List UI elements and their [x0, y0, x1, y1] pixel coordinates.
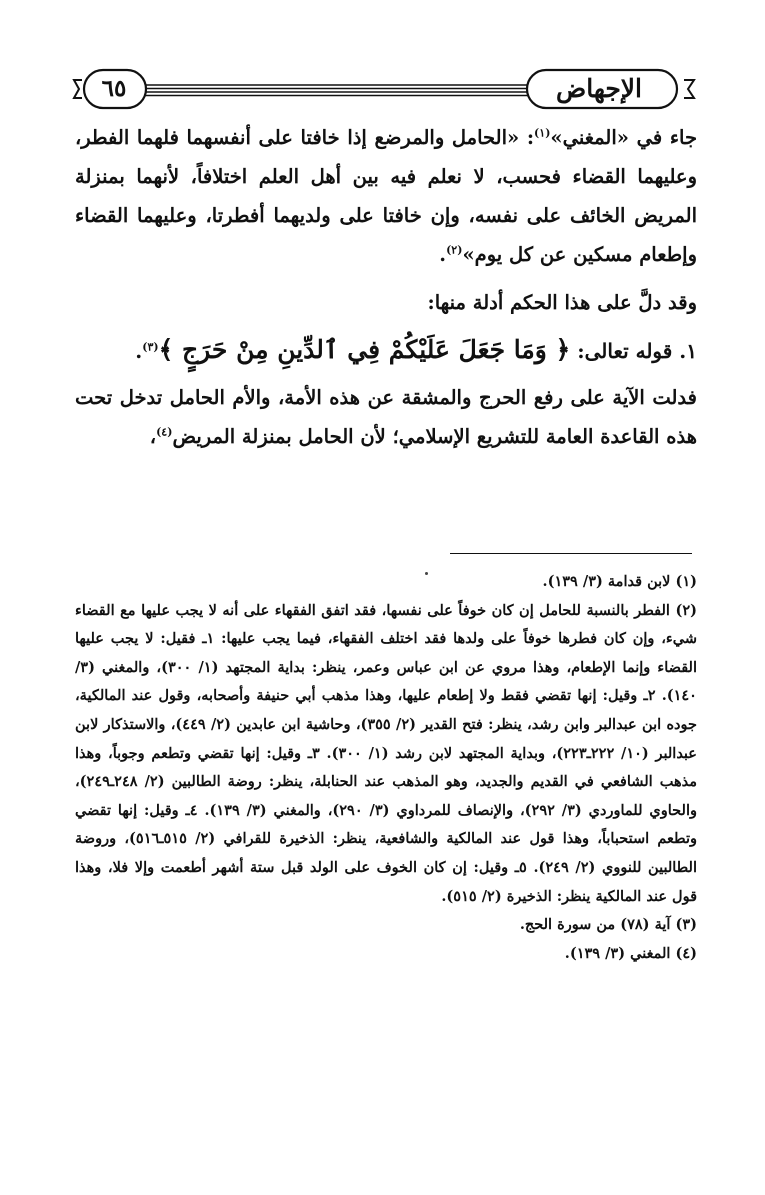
footnote-2: (٢) الفطر بالنسبة للحامل إن كان خوفاً على نفسها، فقد اتفق الفقهاء على أنه لا يجب عليها مع القضاء شيء، وإن كان فطرها خوفاً على ولدها فقد اختلف الفقهاء، فيما يجب عليها: ١ـ فقيل: لا يجب عليها القضاء وإنما الإطعام، وهذا مروي عن ابن عباس وعمر، ينظر: بداية المجتهد (١/ ٣٠٠)، والمغني (٣/ ١٤٠). ٢ـ وقيل: إنها تقضي فقط ولا إطعام عليها، وهذا مذهب أبي حنيفة وأصحابه، وقول عند المالكية، جوده ابن عبدالبر وابن رشد، ينظر: فتح القدير (٢/ ٣٥٥)، وحاشية ابن عابدين (٢/ ٤٤٩)، والاستذكار لابن عبدالبر (١٠/ ٢٢٢ـ٢٢٣)، وبداية المجتهد لابن رشد (١/ ٣٠٠). ٣ـ وقيل: إنها تقضي وتطعم وجوباً، وهذا مذهب الشافعي في القديم والجديد، وهو المذهب عند الحنابلة، ينظر: روضة الطالبين (٢/ ٢٤٨ـ٢٤٩)، والحاوي للماوردي (٣/ ٢٩٢)، والإنصاف للمرداوي (٣/ ٢٩٠)، والمغني (٣/ ١٣٩). ٤ـ وقيل: إنها تقضي وتطعم استحباباً، وهذا قول عند المالكية والشافعية، ينظر: الذخيرة للقرافي (٢/ ٥١٥ـ٥١٦)، وروضة الطالبين للنووي (٢/ ٢٤٩). ٥ـ وقيل: إن كان الخوف على الولد قبل ستة أشهر أطعمت وإلا فلا، وهذا قول عند المالكية ينظر: الذخيرة (٢/ ٥١٥).: [75, 601, 698, 905]
footnotes: [75, 568, 697, 968]
explanation-tail: ،: [149, 425, 157, 448]
quran-verse: ﴿ وَمَا جَعَلَ عَلَيْكُمْ فِي ٱلدِّينِ مِنْ حَرَجٍ ﴾: [158, 335, 571, 364]
footnote-separator: [450, 553, 692, 554]
footnote-ref-1: (١): [534, 126, 551, 140]
explanation-text: فدلت الآية على رفع الحرج والمشقة عن هذه الأمة، والأم الحامل تدخل تحت هذه القاعدة العامة للتشريع الإسلامي؛ لأن الحامل بمنزلة المريض: [75, 386, 697, 448]
quote-text-b: : «الحامل والمرضع إذا خافتا على أنفسهما فلهما الفطر، وعليهما القضاء فحسب، لا نعلم فيه بين أهل العلم اختلافاً، لأنهما بمنزلة المريض الخائف على نفسه، وإن خافتا على ولديهما أفطرتا، وعليهما القضاء وإطعام مسكين عن كل يوم»: [75, 126, 697, 266]
paragraph-evidence-intro: وقد دلَّ على هذا الحكم أدلة منها:: [427, 291, 697, 314]
quote-text-a: جاء في «المغني»: [550, 126, 698, 149]
footnote-3: (٣) آية (٧٨) من سورة الحج.: [519, 916, 697, 934]
main-text: [75, 118, 697, 456]
footnote-ref-4: (٤): [156, 425, 173, 439]
footnote-1: (١) لابن قدامة (٣/ ١٣٩).: [542, 573, 697, 590]
page-header: [72, 68, 702, 112]
paragraph-verse-explanation: [75, 378, 697, 456]
paragraph-mughni-quote: [75, 118, 697, 274]
footnote-ref-2: (٢): [446, 243, 463, 257]
evidence-lead: ١. قوله تعالى:: [570, 339, 697, 363]
running-title: الإجهاض: [555, 74, 643, 103]
paragraph-evidence-1: [75, 330, 697, 371]
quote-text-c: .: [439, 243, 447, 266]
evidence-tail: .: [135, 339, 143, 363]
page-number: ٦٥: [101, 75, 127, 102]
footnote-4: (٤) المغني (٣/ ١٣٩).: [564, 944, 697, 962]
footnote-ref-3: (٣): [142, 340, 159, 354]
